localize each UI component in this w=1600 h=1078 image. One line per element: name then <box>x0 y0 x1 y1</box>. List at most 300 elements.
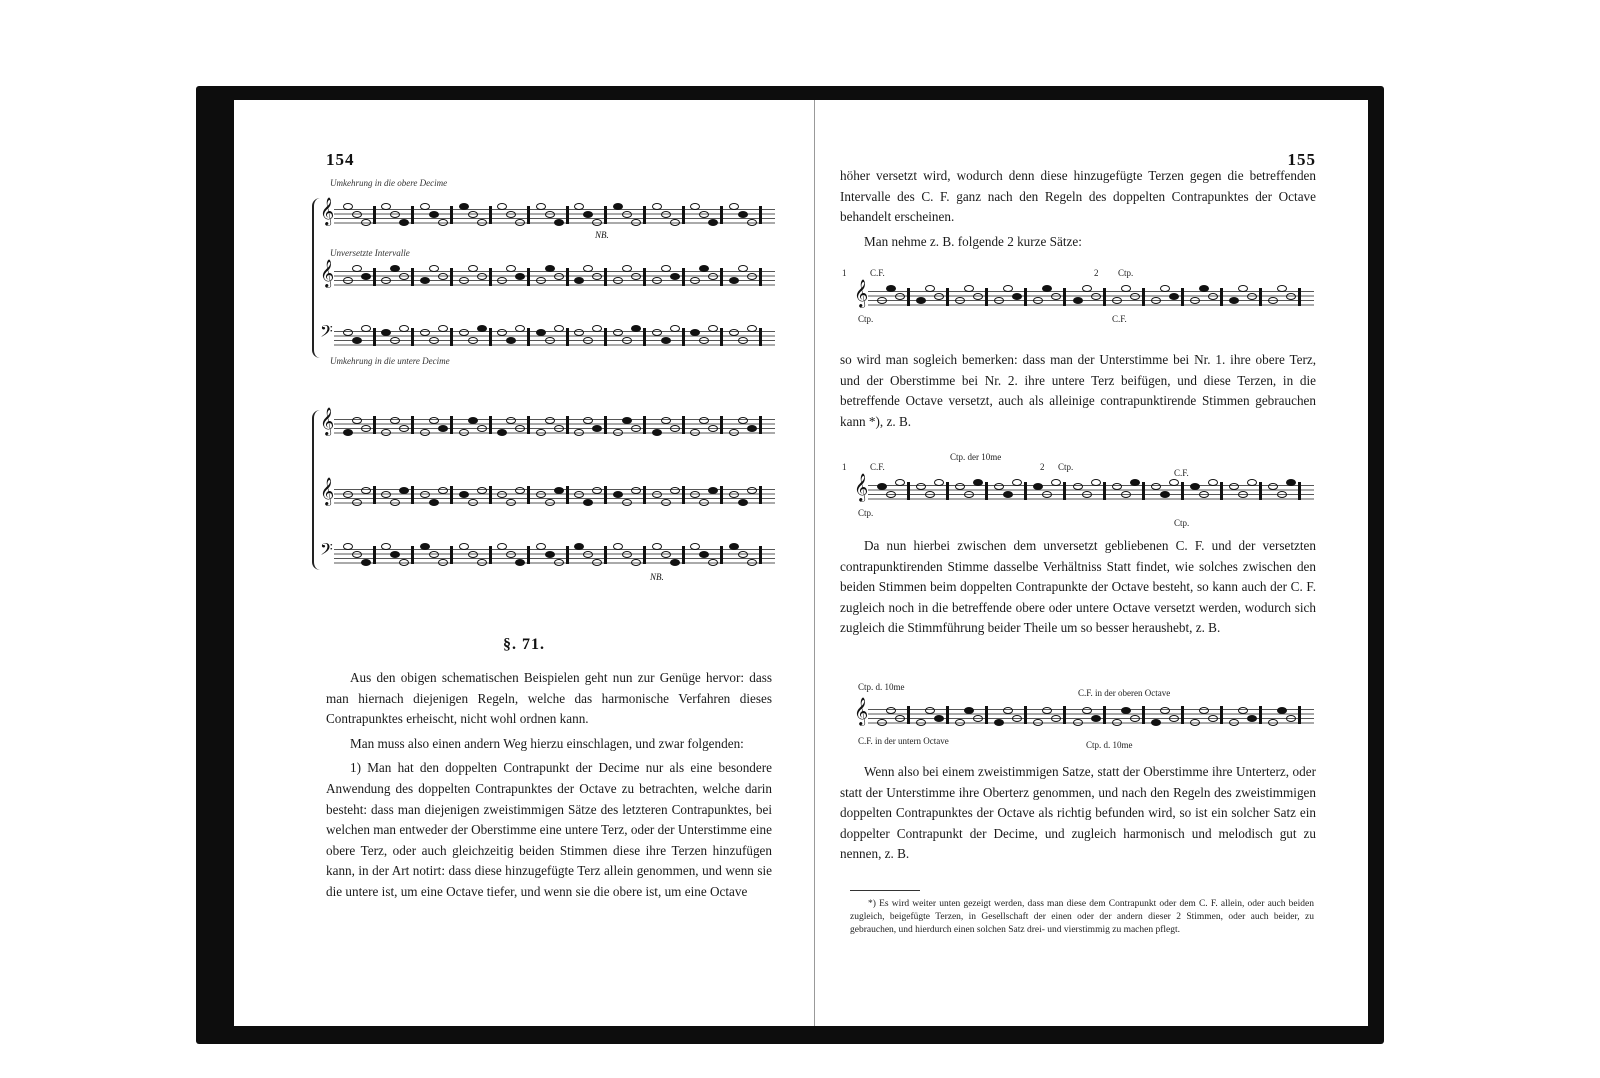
barline <box>1103 288 1106 306</box>
note-head <box>574 329 584 336</box>
barline <box>643 416 646 434</box>
note-head <box>747 559 757 566</box>
barline <box>946 482 949 500</box>
note-head <box>429 551 439 558</box>
note-head <box>690 329 700 336</box>
cf-label: C.F. <box>870 462 885 472</box>
treble-staff <box>854 281 1314 307</box>
note-head <box>1247 715 1257 722</box>
treble-clef-icon: 𝄞 <box>854 281 869 307</box>
note-head <box>1199 707 1209 714</box>
barline <box>489 206 492 224</box>
barline <box>1103 482 1106 500</box>
note-head <box>352 265 362 272</box>
note-head <box>381 491 391 498</box>
note-head <box>381 277 391 284</box>
bass-clef-icon: 𝄢 <box>320 541 333 563</box>
barline <box>1298 288 1301 306</box>
barline <box>1298 706 1301 724</box>
barline <box>604 546 607 564</box>
note-head <box>343 543 353 550</box>
note-head <box>631 273 641 280</box>
note-head <box>536 203 546 210</box>
note-head <box>670 325 680 332</box>
note-head <box>886 707 896 714</box>
barline <box>1298 482 1301 500</box>
barline <box>489 416 492 434</box>
note-head <box>994 719 1004 726</box>
note-head <box>925 285 935 292</box>
note-head <box>515 325 525 332</box>
note-head <box>352 499 362 506</box>
note-head <box>1277 491 1287 498</box>
note-head <box>690 429 700 436</box>
note-head <box>1151 719 1161 726</box>
barline <box>643 206 646 224</box>
note-head <box>994 297 1004 304</box>
section-heading: §. 71. <box>503 636 545 653</box>
note-head <box>399 219 409 226</box>
note-head <box>1091 293 1101 300</box>
barline <box>450 546 453 564</box>
note-head <box>545 265 555 272</box>
note-head <box>1238 491 1248 498</box>
note-head <box>497 429 507 436</box>
barline <box>604 206 607 224</box>
note-head <box>352 337 362 344</box>
note-head <box>631 487 641 494</box>
note-head <box>1082 285 1092 292</box>
note-head <box>661 211 671 218</box>
note-head <box>622 265 632 272</box>
note-head <box>652 277 662 284</box>
note-head <box>361 559 371 566</box>
note-head <box>545 337 555 344</box>
note-head <box>497 543 507 550</box>
note-head <box>574 203 584 210</box>
note-head <box>497 491 507 498</box>
barline <box>1259 706 1262 724</box>
barline <box>682 268 685 286</box>
treble-staff <box>854 475 1314 501</box>
note-head <box>1003 285 1013 292</box>
barline <box>1024 288 1027 306</box>
note-head <box>381 203 391 210</box>
note-head <box>574 429 584 436</box>
note-head <box>1073 483 1083 490</box>
note-head <box>670 425 680 432</box>
note-head <box>574 491 584 498</box>
note-head <box>574 277 584 284</box>
cp-label: Ctp. <box>1118 268 1134 278</box>
note-head <box>729 491 739 498</box>
note-head <box>886 491 896 498</box>
note-head <box>1190 297 1200 304</box>
note-head <box>670 559 680 566</box>
note-head <box>973 715 983 722</box>
note-head <box>1160 285 1170 292</box>
note-head <box>622 417 632 424</box>
note-head <box>699 417 709 424</box>
note-head <box>1268 483 1278 490</box>
note-head <box>631 219 641 226</box>
note-head <box>729 203 739 210</box>
note-head <box>661 265 671 272</box>
barline <box>907 482 910 500</box>
bass-staff-2 <box>320 541 775 564</box>
note-head <box>670 273 680 280</box>
barline <box>527 416 530 434</box>
barline <box>682 328 685 346</box>
barline <box>527 328 530 346</box>
note-head <box>747 219 757 226</box>
note-head <box>747 325 757 332</box>
note-head <box>916 719 926 726</box>
note-head <box>916 483 926 490</box>
barline <box>604 416 607 434</box>
note-head <box>420 277 430 284</box>
barline <box>720 486 723 504</box>
note-head <box>1042 285 1052 292</box>
barline <box>643 486 646 504</box>
note-head <box>738 265 748 272</box>
treble-clef-icon: 𝄞 <box>854 699 869 725</box>
note-head <box>554 425 564 432</box>
note-head <box>592 425 602 432</box>
note-head <box>554 559 564 566</box>
cp-label: Ctp. <box>858 314 874 324</box>
note-head <box>729 329 739 336</box>
note-head <box>583 265 593 272</box>
paragraph: Wenn also bei einem zweistimmigen Satze, statt der Oberstimme ihre Unterterz, oder statt der Unterstimme ihre Oberterz genommen, und nach den Regeln des zweistimmigen doppelten Contrapunktes der Octave als richtig befunden wird, so ist ein solcher Satz ein doppelter Contrapunkt der Decime, und zugleich harmonisch und melodisch gut zu nennen, z. B. <box>840 764 1316 862</box>
note-head <box>352 551 362 558</box>
note-head <box>613 543 623 550</box>
note-head <box>1082 491 1092 498</box>
note-head <box>699 265 709 272</box>
treble-staff-2 <box>320 261 775 287</box>
note-head <box>420 203 430 210</box>
note-head <box>877 483 887 490</box>
barline <box>682 416 685 434</box>
note-head <box>399 325 409 332</box>
note-head <box>729 429 739 436</box>
note-head <box>1238 285 1248 292</box>
note-head <box>390 211 400 218</box>
note-head <box>468 499 478 506</box>
note-head <box>1073 297 1083 304</box>
note-head <box>690 543 700 550</box>
note-head <box>661 337 671 344</box>
barline <box>1259 288 1262 306</box>
barline <box>489 486 492 504</box>
note-head <box>352 417 362 424</box>
left-page <box>234 100 814 1026</box>
barline <box>411 486 414 504</box>
cp-label: Ctp. d. 10me <box>858 682 905 692</box>
note-head <box>583 551 593 558</box>
note-head <box>1051 293 1061 300</box>
note-head <box>477 219 487 226</box>
cf-label: C.F. <box>1174 468 1189 478</box>
note-head <box>1033 719 1043 726</box>
cf-label: C.F. <box>870 268 885 278</box>
note-head <box>652 543 662 550</box>
note-head <box>399 487 409 494</box>
note-head <box>438 325 448 332</box>
note-head <box>468 417 478 424</box>
score-label-unchanged: Unversetzte Intervalle <box>330 248 410 258</box>
note-head <box>1277 707 1287 714</box>
note-head <box>955 297 965 304</box>
note-head <box>390 499 400 506</box>
score-system-2 <box>320 400 775 580</box>
note-head <box>1208 293 1218 300</box>
note-head <box>361 487 371 494</box>
note-head <box>1229 297 1239 304</box>
note-head <box>622 551 632 558</box>
barline <box>566 486 569 504</box>
note-head <box>497 203 507 210</box>
barline <box>643 268 646 286</box>
note-head <box>934 293 944 300</box>
note-head <box>925 491 935 498</box>
note-head <box>690 491 700 498</box>
barline <box>373 328 376 346</box>
note-head <box>670 219 680 226</box>
note-head <box>631 325 641 332</box>
note-head <box>1151 483 1161 490</box>
note-head <box>592 325 602 332</box>
note-head <box>361 219 371 226</box>
note-head <box>1247 479 1257 486</box>
treble-clef-icon: 𝄞 <box>320 479 335 505</box>
page-number-right: 155 <box>1287 150 1316 169</box>
barline <box>946 706 949 724</box>
note-head <box>1229 483 1239 490</box>
note-head <box>381 329 391 336</box>
barline <box>450 486 453 504</box>
right-page <box>820 100 1368 1026</box>
note-head <box>390 337 400 344</box>
bass-clef-icon: 𝄢 <box>320 323 333 345</box>
note-head <box>661 417 671 424</box>
note-head <box>399 559 409 566</box>
right-text-2 <box>840 350 1316 436</box>
example-number: 2 <box>1094 268 1099 278</box>
note-head <box>708 273 718 280</box>
note-head <box>1091 715 1101 722</box>
barline <box>1142 706 1145 724</box>
barline <box>1220 288 1223 306</box>
barline <box>527 546 530 564</box>
note-head <box>515 559 525 566</box>
note-head <box>361 325 371 332</box>
note-head <box>1286 479 1296 486</box>
barline <box>643 328 646 346</box>
left-body-text <box>326 668 772 907</box>
barline <box>1063 288 1066 306</box>
note-head <box>420 329 430 336</box>
note-head <box>955 719 965 726</box>
note-head <box>1199 285 1209 292</box>
barline <box>566 546 569 564</box>
barline <box>604 486 607 504</box>
cp-decime-label: Ctp. der 10me <box>950 452 1002 462</box>
barline <box>682 206 685 224</box>
note-head <box>1012 715 1022 722</box>
note-head <box>477 273 487 280</box>
barline <box>720 416 723 434</box>
barline <box>373 268 376 286</box>
note-head <box>738 337 748 344</box>
treble-staff <box>854 699 1314 725</box>
note-head <box>964 285 974 292</box>
note-head <box>497 329 507 336</box>
note-head <box>955 483 965 490</box>
note-head <box>747 425 757 432</box>
note-head <box>973 479 983 486</box>
note-head <box>592 559 602 566</box>
note-head <box>886 285 896 292</box>
note-head <box>459 491 469 498</box>
note-head <box>1151 297 1161 304</box>
right-text-4 <box>840 762 1316 869</box>
note-head <box>554 219 564 226</box>
barline <box>720 268 723 286</box>
note-head <box>390 265 400 272</box>
treble-clef-icon: 𝄞 <box>854 475 869 501</box>
note-head <box>747 487 757 494</box>
barline <box>604 328 607 346</box>
footnote <box>850 898 1314 937</box>
barline <box>1103 706 1106 724</box>
note-head <box>1208 715 1218 722</box>
note-head <box>729 543 739 550</box>
note-head <box>1033 483 1043 490</box>
treble-staff-3 <box>320 409 775 435</box>
note-head <box>1160 707 1170 714</box>
note-head <box>477 425 487 432</box>
barline <box>759 268 762 286</box>
note-head <box>652 203 662 210</box>
music-example-1 <box>842 268 1314 338</box>
note-head <box>661 551 671 558</box>
note-head <box>536 429 546 436</box>
barline <box>759 486 762 504</box>
note-head <box>738 499 748 506</box>
note-head <box>477 559 487 566</box>
note-head <box>1247 293 1257 300</box>
treble-clef-icon: 𝄞 <box>320 409 335 435</box>
note-head <box>1169 715 1179 722</box>
note-head <box>438 219 448 226</box>
note-head <box>459 543 469 550</box>
note-head <box>343 429 353 436</box>
note-head <box>515 425 525 432</box>
note-head <box>613 277 623 284</box>
note-head <box>1121 491 1131 498</box>
note-head <box>1003 491 1013 498</box>
nb-marker: NB. <box>595 230 609 240</box>
note-head <box>515 273 525 280</box>
note-head <box>438 273 448 280</box>
treble-staff-1 <box>320 199 775 225</box>
treble-staff-4 <box>320 479 775 505</box>
note-head <box>1012 293 1022 300</box>
note-head <box>506 337 516 344</box>
note-head <box>459 277 469 284</box>
barline <box>527 268 530 286</box>
note-head <box>1130 479 1140 486</box>
note-head <box>738 417 748 424</box>
note-head <box>545 499 555 506</box>
note-head <box>554 325 564 332</box>
note-head <box>459 329 469 336</box>
note-head <box>729 277 739 284</box>
barline <box>985 482 988 500</box>
note-head <box>994 483 1004 490</box>
note-head <box>468 551 478 558</box>
barline <box>720 328 723 346</box>
barline <box>1142 482 1145 500</box>
paragraph: Da nun hierbei zwischen dem unversetzt gebliebenen C. F. und der versetzten contrapunktirenden Stimme dasselbe Verhältniss Statt findet, wie solches zwischen den beiden Stimmen beim doppelten Contrapunkte der Octave besteht, so kann auch der C. F. zugleich noch in die betreffende obere oder untere Octave versetzt werden, wodurch sich zugleich die Stimmführung beider Theile um so besser heraushebt, z. B. <box>840 538 1316 636</box>
note-head <box>1042 707 1052 714</box>
note-head <box>459 203 469 210</box>
score-label-upper-decime: Umkehrung in die obere Decime <box>330 178 448 188</box>
note-head <box>361 273 371 280</box>
barline <box>759 328 762 346</box>
note-head <box>506 499 516 506</box>
barline <box>566 206 569 224</box>
note-head <box>420 491 430 498</box>
note-head <box>1208 479 1218 486</box>
note-head <box>1012 479 1022 486</box>
note-head <box>1190 719 1200 726</box>
note-head <box>622 337 632 344</box>
barline <box>450 416 453 434</box>
bass-staff-1 <box>320 323 775 346</box>
note-head <box>1238 707 1248 714</box>
barline <box>1024 482 1027 500</box>
note-head <box>381 543 391 550</box>
barline <box>759 546 762 564</box>
note-head <box>583 499 593 506</box>
note-head <box>1091 479 1101 486</box>
note-head <box>477 487 487 494</box>
barline <box>1063 482 1066 500</box>
note-head <box>699 499 709 506</box>
footnote-text: *) Es wird weiter unten gezeigt werden, dass man diese dem Contrapunkt oder dem C. F. allein, oder auch beiden zugleich, beigefügte Terzen, in Gesellschaft der einen oder der andern dieser 2 Stimmen, oder auch beider, zu gebrauchen, und hierdurch einen solchen Satz drei- und vierstimmig zu machen pflegt. <box>850 899 1314 935</box>
note-head <box>661 499 671 506</box>
note-head <box>468 211 478 218</box>
cf-label: C.F. <box>1112 314 1127 324</box>
note-head <box>438 487 448 494</box>
barline <box>1063 706 1066 724</box>
note-head <box>652 491 662 498</box>
barline <box>759 416 762 434</box>
right-text-1 <box>840 166 1316 256</box>
note-head <box>515 487 525 494</box>
barline <box>720 546 723 564</box>
note-head <box>583 337 593 344</box>
note-head <box>738 211 748 218</box>
cp-label: Ctp. <box>1058 462 1074 472</box>
note-head <box>459 429 469 436</box>
note-head <box>613 429 623 436</box>
paragraph: Aus den obigen schematischen Beispielen geht nun zur Genüge hervor: dass man hiernach diejenigen Regeln, welche das harmonische Verfahren dieses Contrapunktes erheischt, nicht wohl ordnen kann. <box>326 670 772 727</box>
note-head <box>1199 491 1209 498</box>
note-head <box>895 293 905 300</box>
